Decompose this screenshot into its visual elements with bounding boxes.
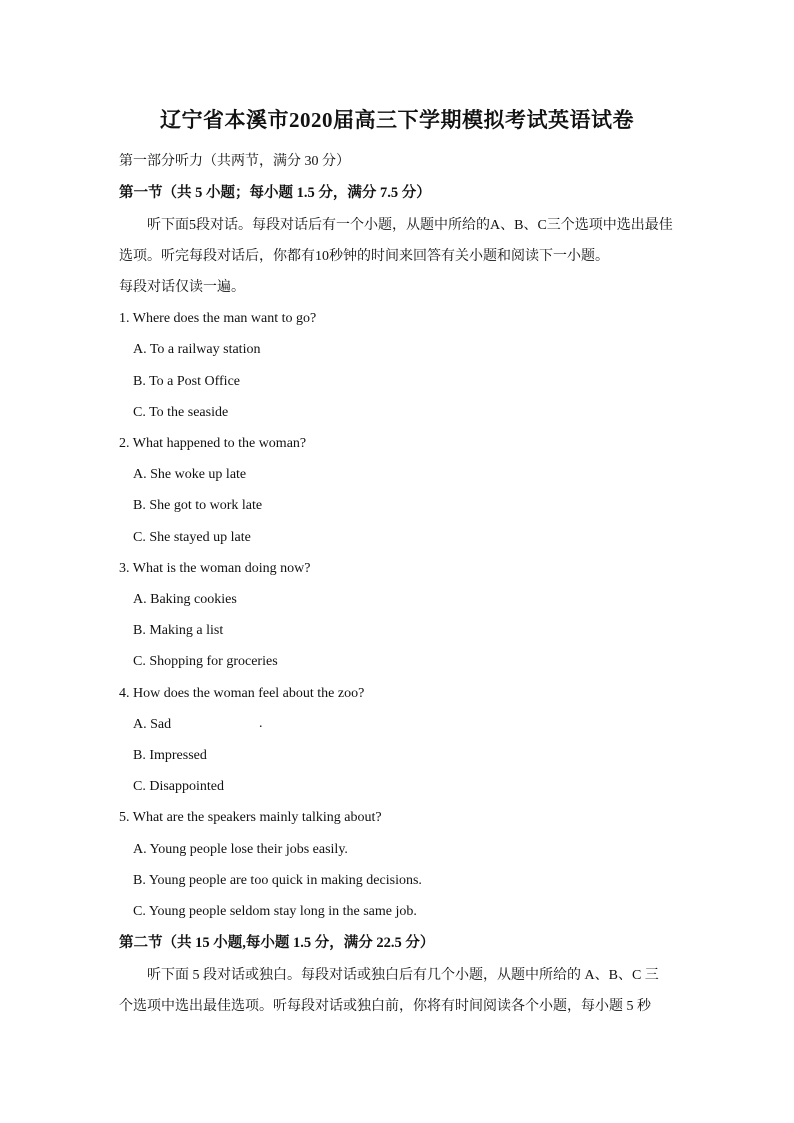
section1-instruction-line: 选项。听完每段对话后，你都有10秒钟的时间来回答有关小题和阅读下一小题。 bbox=[119, 249, 609, 264]
question-5-option-b: B. Young people are too quick in making decisions. bbox=[133, 873, 422, 888]
question-3-option-b: B. Making a list bbox=[133, 623, 224, 638]
question-4-option-b: B. Impressed bbox=[133, 748, 207, 763]
question-1-option-a: A. To a railway station bbox=[133, 342, 261, 357]
question-5-option-c: C. Young people seldom stay long in the same job. bbox=[133, 904, 417, 919]
question-2-option-b: B. She got to work late bbox=[133, 498, 263, 513]
question-5-option-a: A. Young people lose their jobs easily. bbox=[133, 842, 348, 857]
question-4-option-c: C. Disappointed bbox=[133, 779, 224, 794]
question-4-option-a: A. Sad bbox=[133, 717, 172, 732]
page-title: 辽宁省本溪市2020届高三下学期模拟考试英语试卷 bbox=[160, 108, 634, 132]
question-1-option-b: B. To a Post Office bbox=[133, 374, 240, 389]
section1-instruction-line: 听下面5段对话。每段对话后有一个小题，从题中所给的A、B、C三个选项中选出最佳 bbox=[147, 218, 673, 233]
stray-mark: . bbox=[259, 716, 263, 731]
question-1-option-c: C. To the seaside bbox=[133, 405, 229, 420]
question-3: 3. What is the woman doing now? bbox=[119, 561, 311, 576]
question-2-option-c: C. She stayed up late bbox=[133, 530, 251, 545]
question-1: 1. Where does the man want to go? bbox=[119, 311, 317, 326]
part-heading: 第一部分听力（共两节，满分 30 分） bbox=[119, 154, 350, 169]
section2-instruction-line: 听下面 5 段对话或独白。每段对话或独白后有几个小题，从题中所给的 A、B、C 三 bbox=[147, 968, 659, 983]
section1-heading: 第一节（共 5 小题；每小题 1.5 分，满分 7.5 分） bbox=[119, 185, 431, 201]
question-3-option-a: A. Baking cookies bbox=[133, 592, 237, 607]
section1-instruction-line: 每段对话仅读一遍。 bbox=[119, 280, 245, 295]
question-5: 5. What are the speakers mainly talking about? bbox=[119, 810, 382, 825]
question-2-option-a: A. She woke up late bbox=[133, 467, 247, 482]
question-3-option-c: C. Shopping for groceries bbox=[133, 654, 278, 669]
section2-heading: 第二节（共 15 小题,每小题 1.5 分，满分 22.5 分） bbox=[119, 935, 435, 951]
question-4: 4. How does the woman feel about the zoo? bbox=[119, 686, 365, 701]
section2-instruction-line: 个选项中选出最佳选项。听每段对话或独白前，你将有时间阅读各个小题，每小题 5 秒 bbox=[119, 999, 651, 1014]
question-2: 2. What happened to the woman? bbox=[119, 436, 307, 451]
